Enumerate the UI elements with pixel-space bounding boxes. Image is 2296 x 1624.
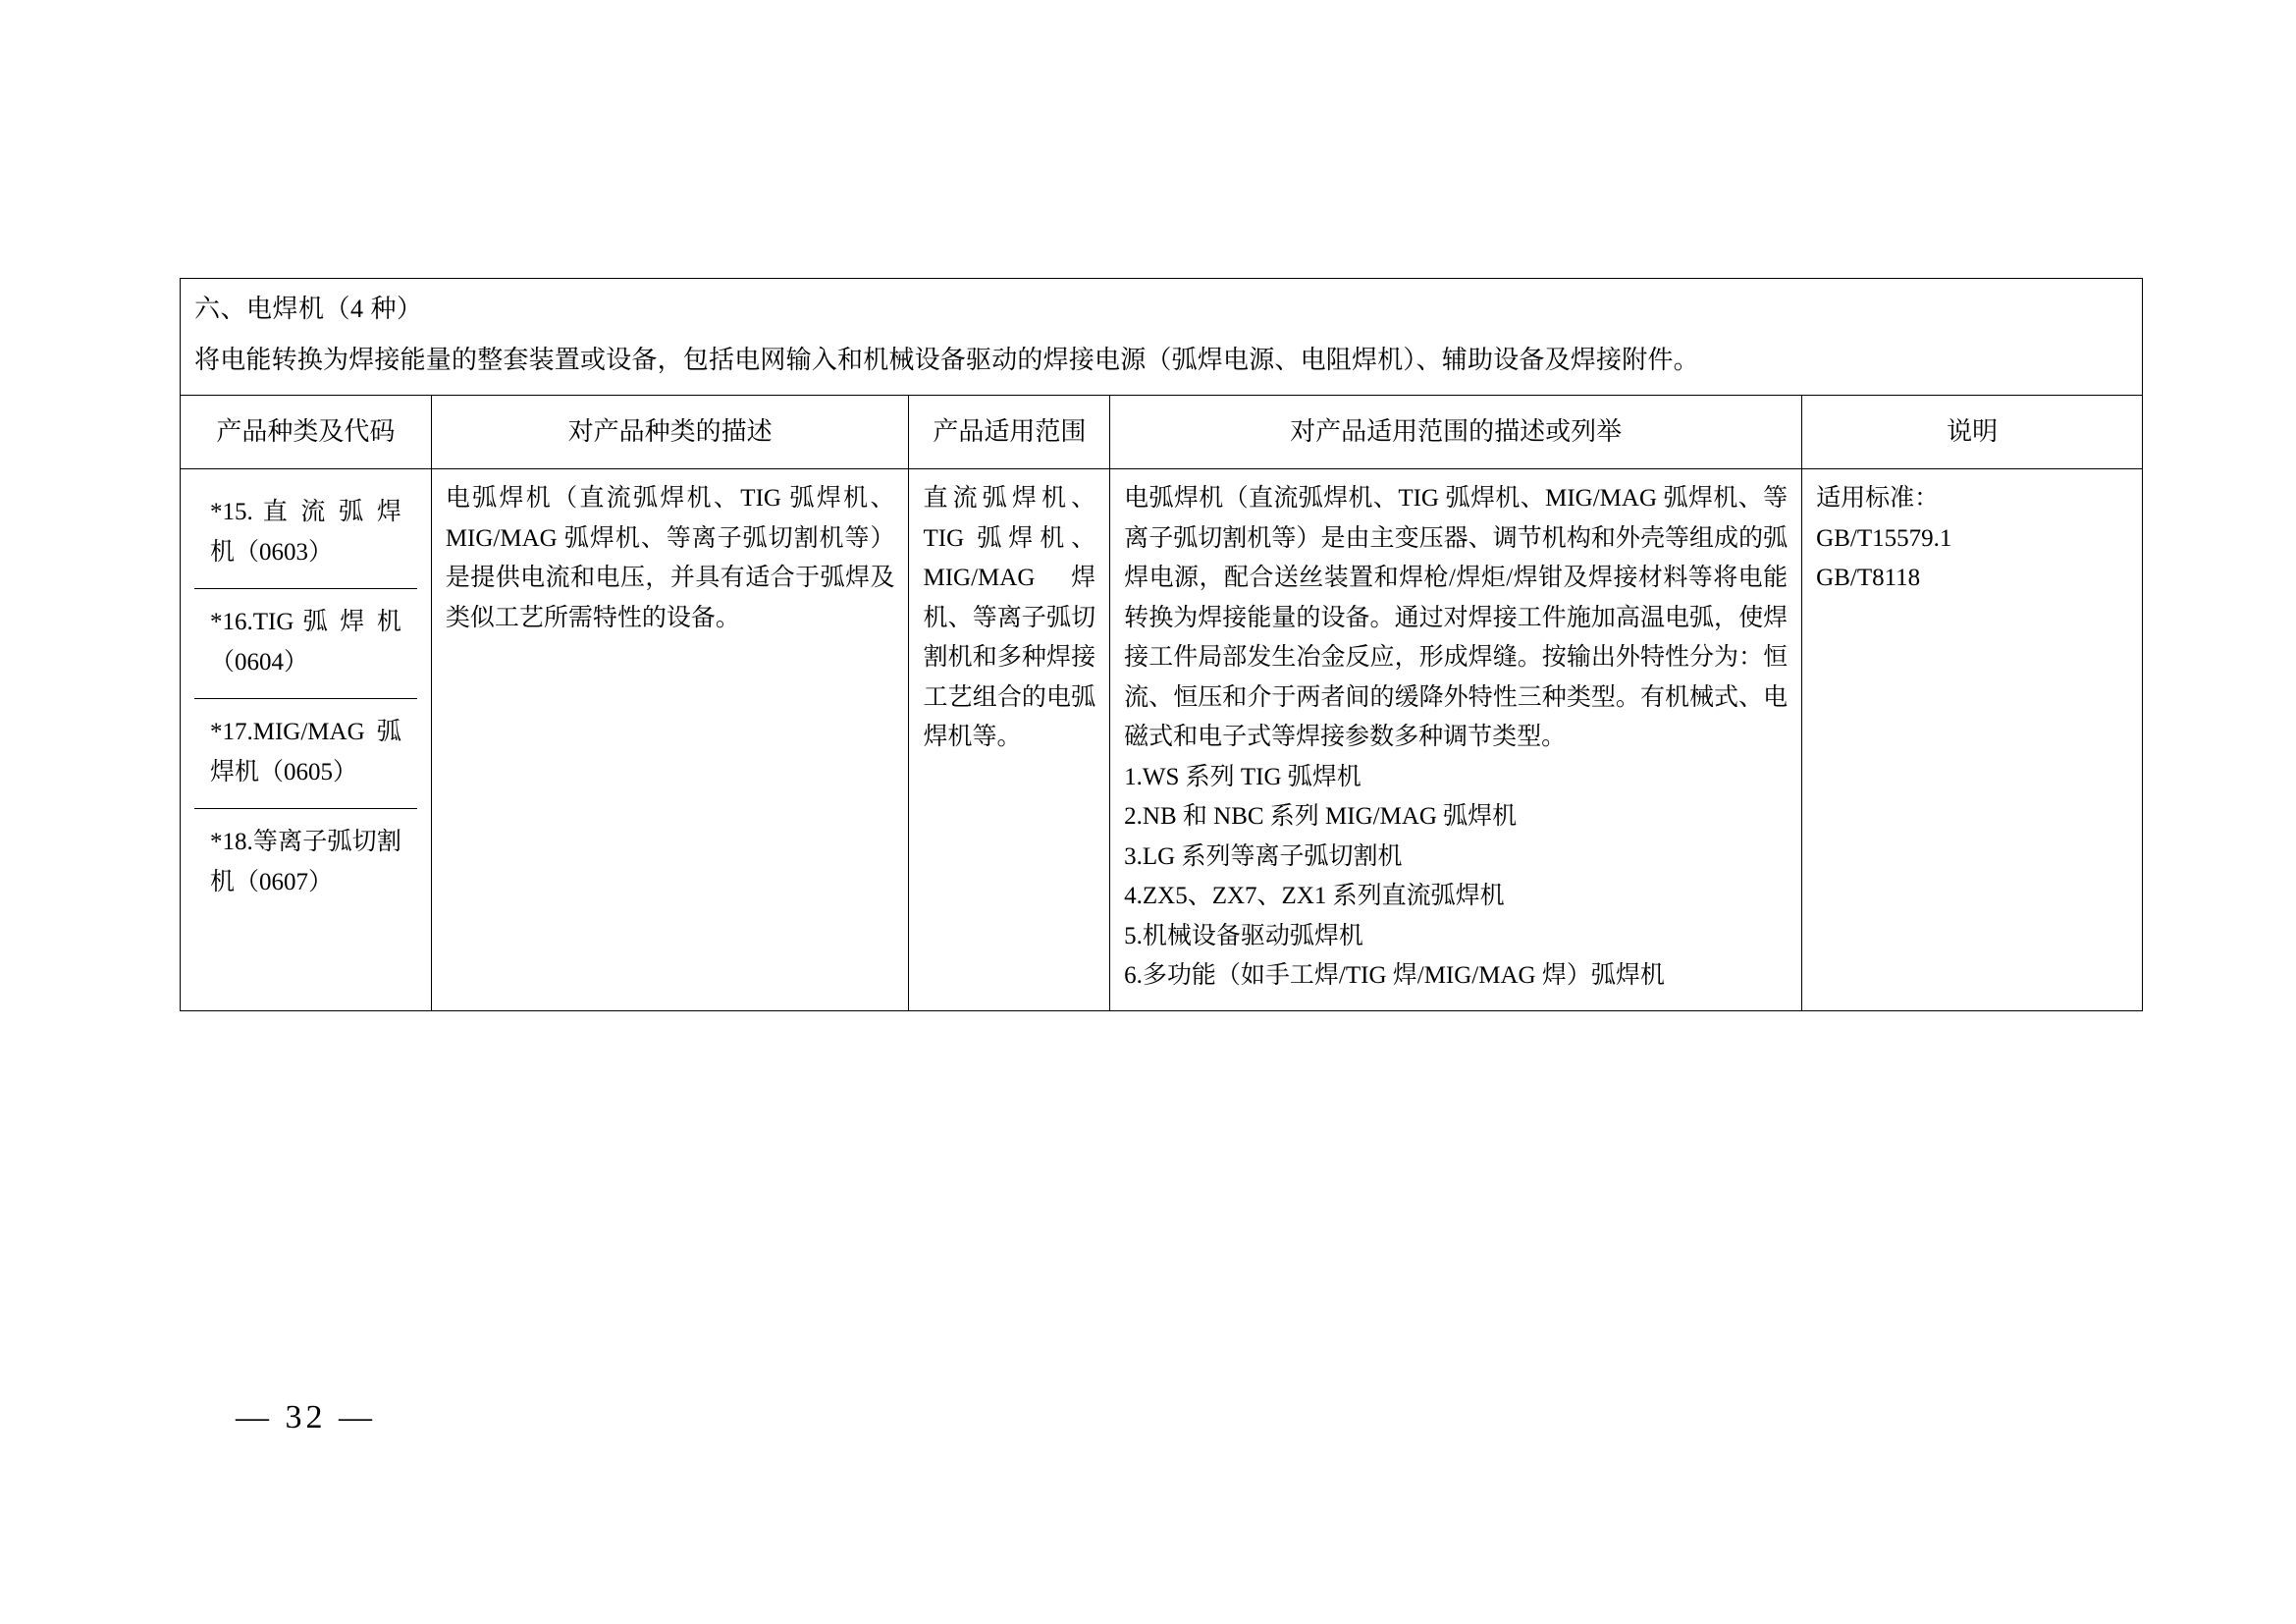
list-item: *16.TIG 弧 焊 机（0604） xyxy=(194,589,417,699)
column-header-category: 产品种类及代码 xyxy=(181,396,432,469)
scope-description-text: 电弧焊机（直流弧焊机、TIG 弧焊机、MIG/MAG 弧焊机、等离子弧切割机等）是由主变压器、调节机构和外壳等组成的弧焊电源，配合送丝装置和焊枪/焊炬/焊钳及焊接材料等将电能转换为焊接能量的设备。通过对焊接工件施加高温电弧，使焊接工件局部发生冶金反应，形成焊缝。按输出外特性分为：恒流、恒压和介于两者间的缓降外特性三种类型。有机械式、电磁式和电子式等焊接参数多种调节类型。 xyxy=(1124,485,1789,751)
list-item: 3.LG 系列等离子弧切割机 xyxy=(1124,842,1403,870)
column-header-description: 对产品种类的描述 xyxy=(431,396,909,469)
list-item: *17.MIG/MAG 弧焊机（0605） xyxy=(194,699,417,809)
section-heading: 六、电焊机（4 种） xyxy=(194,295,423,323)
list-item: *15. 直 流 弧 焊 机（0603） xyxy=(194,479,417,589)
list-item: *18.等离子弧切割机（0607） xyxy=(210,829,401,895)
section-intro: 将电能转换为焊接能量的整套装置或设备，包括电网输入和机械设备驱动的焊接电源（弧焊电源、电阻焊机）、辅助设备及焊接附件。 xyxy=(194,346,1699,375)
table-column-header-row xyxy=(181,396,2143,469)
cell-scope xyxy=(909,469,1110,1011)
list-item: 4.ZX5、ZX7、ZX1 系列直流弧焊机 xyxy=(1124,883,1505,910)
page-number: — 32 — xyxy=(236,1399,376,1435)
table-row xyxy=(181,469,2143,1011)
cell-category-list xyxy=(181,469,432,1011)
cell-remark xyxy=(1802,469,2143,1011)
column-header-scope: 产品适用范围 xyxy=(909,396,1110,469)
cell-scope-description xyxy=(1110,469,1802,1011)
remark-line: 适用标准： xyxy=(1816,485,1940,513)
list-item: 2.NB 和 NBC 系列 MIG/MAG 弧焊机 xyxy=(1124,803,1518,831)
column-header-scope-description: 对产品适用范围的描述或列举 xyxy=(1110,396,1802,469)
remark-line: GB/T15579.1 xyxy=(1816,524,1952,552)
list-item: 5.机械设备驱动弧焊机 xyxy=(1124,922,1363,949)
description-text: 电弧焊机（直流弧焊机、TIG 弧焊机、MIG/MAG 弧焊机、等离子弧切割机等）是提供电流和电压，并具有适合于弧焊及类似工艺所需特性的设备。 xyxy=(445,485,895,631)
section-heading-cell xyxy=(181,279,2143,396)
column-header-remark: 说明 xyxy=(1802,396,2143,469)
product-category-table xyxy=(180,278,2143,1011)
remark-line: GB/T8118 xyxy=(1816,565,1921,592)
list-item: 6.多功能（如手工焊/TIG 焊/MIG/MAG 焊）弧焊机 xyxy=(1124,962,1665,990)
cell-description xyxy=(431,469,909,1011)
list-item: 1.WS 系列 TIG 弧焊机 xyxy=(1124,763,1362,790)
scope-text: 直流弧焊机、TIG 弧焊机、MIG/MAG 焊机、等离子弧切割机和多种焊接工艺组合的电弧焊机等。 xyxy=(923,485,1096,751)
table-heading-row xyxy=(181,279,2143,396)
